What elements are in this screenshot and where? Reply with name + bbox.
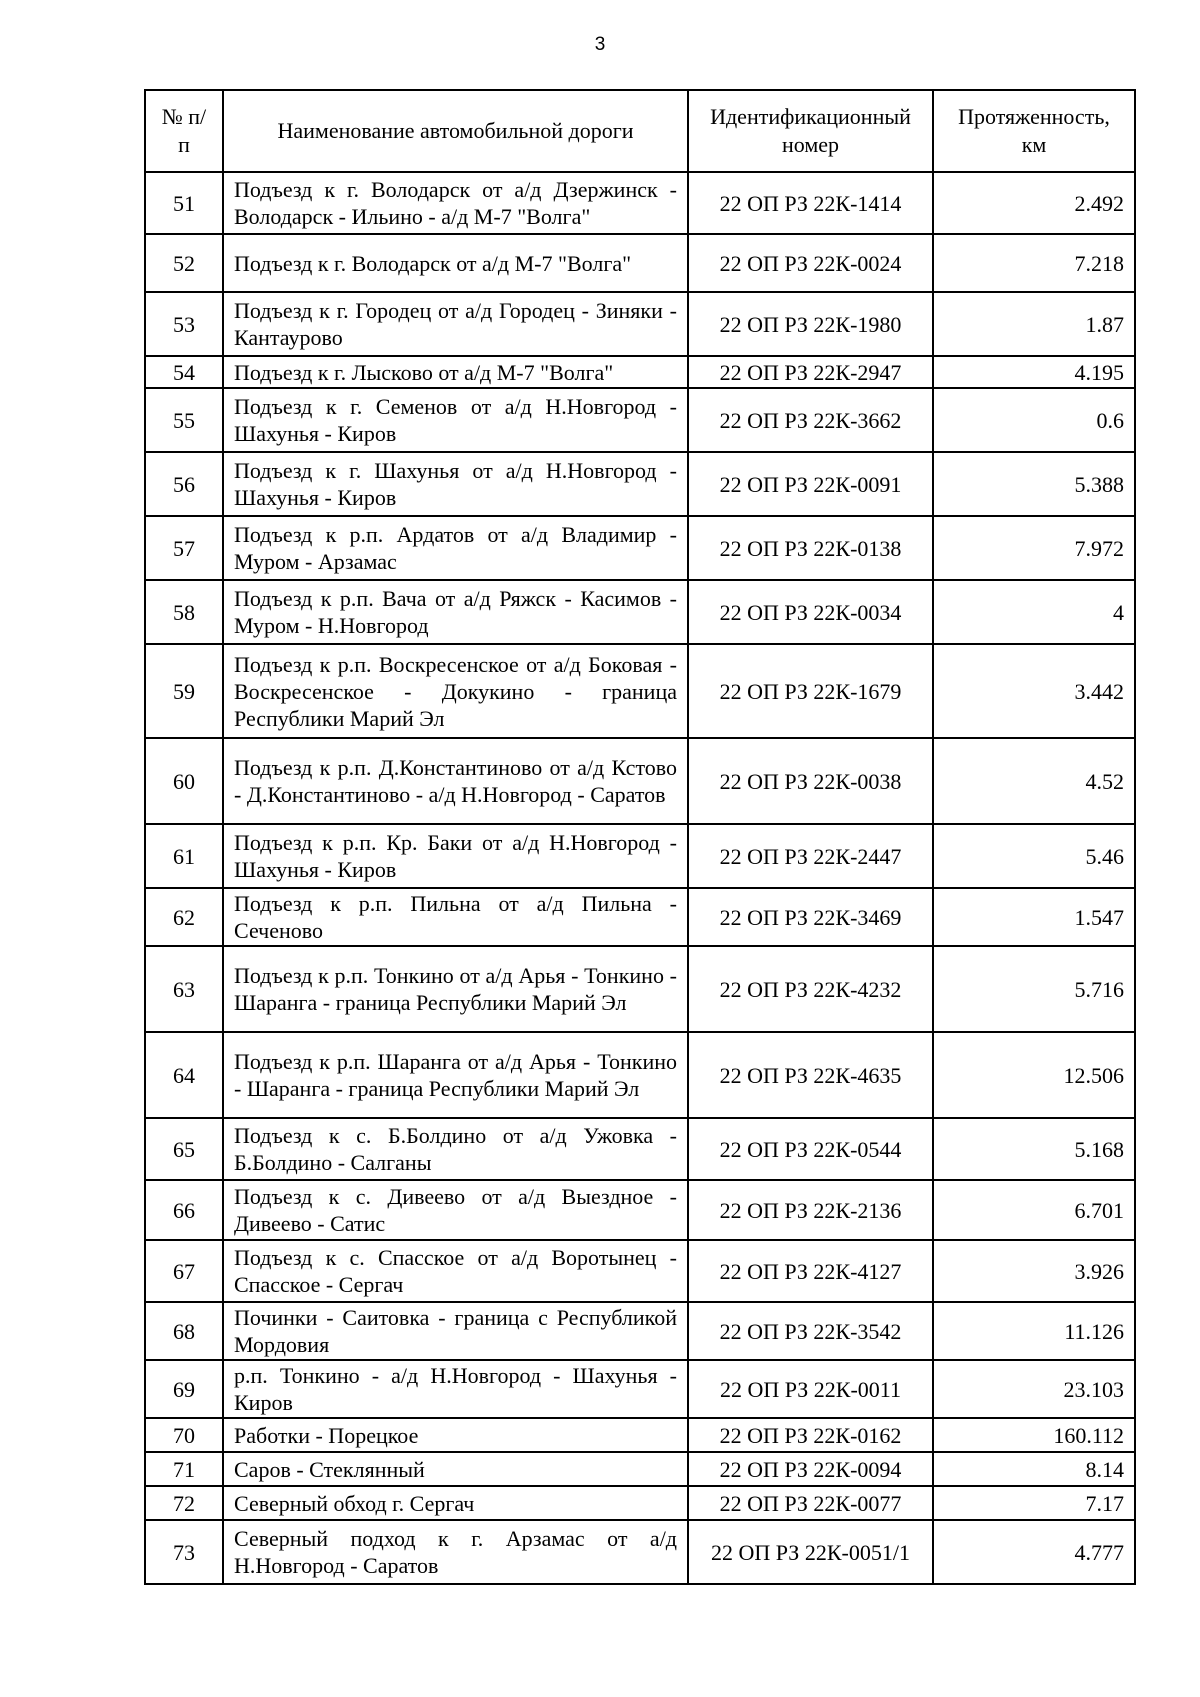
road-length: 4.52 bbox=[933, 738, 1135, 824]
road-id: 22 ОП РЗ 22К-4232 bbox=[688, 946, 933, 1032]
table-row bbox=[145, 1240, 1135, 1302]
row-number: 66 bbox=[145, 1180, 223, 1240]
header-road-name: Наименование автомобильной дороги bbox=[223, 90, 688, 172]
road-length: 7.972 bbox=[933, 516, 1135, 580]
row-number: 63 bbox=[145, 946, 223, 1032]
road-id: 22 ОП РЗ 22К-0091 bbox=[688, 452, 933, 516]
road-length: 7.218 bbox=[933, 234, 1135, 292]
road-id: 22 ОП РЗ 22К-0077 bbox=[688, 1486, 933, 1520]
road-length: 4.777 bbox=[933, 1520, 1135, 1584]
table-row bbox=[145, 1360, 1135, 1418]
road-length: 0.6 bbox=[933, 388, 1135, 452]
row-number: 69 bbox=[145, 1360, 223, 1418]
road-name: Починки - Саитовка - граница с Республикой Мордовия bbox=[223, 1302, 688, 1360]
table-row bbox=[145, 1118, 1135, 1180]
road-name: Подъезд к г. Шахунья от а/д Н.Новгород - Шахунья - Киров bbox=[223, 452, 688, 516]
road-name: Подъезд к с. Б.Болдино от а/д Ужовка - Б.Болдино - Салганы bbox=[223, 1118, 688, 1180]
road-length: 7.17 bbox=[933, 1486, 1135, 1520]
road-length: 1.547 bbox=[933, 888, 1135, 946]
table-row bbox=[145, 1418, 1135, 1452]
row-number: 73 bbox=[145, 1520, 223, 1584]
table-row bbox=[145, 644, 1135, 738]
table-row bbox=[145, 1032, 1135, 1118]
road-name: Подъезд к с. Спасское от а/д Воротынец - Спасское - Сергач bbox=[223, 1240, 688, 1302]
road-name: Подъезд к р.п. Пильна от а/д Пильна - Сеченово bbox=[223, 888, 688, 946]
row-number: 67 bbox=[145, 1240, 223, 1302]
row-number: 72 bbox=[145, 1486, 223, 1520]
road-length: 5.168 bbox=[933, 1118, 1135, 1180]
table-row bbox=[145, 946, 1135, 1032]
table-row bbox=[145, 172, 1135, 234]
table-row bbox=[145, 292, 1135, 356]
road-id: 22 ОП РЗ 22К-4635 bbox=[688, 1032, 933, 1118]
road-id: 22 ОП РЗ 22К-0162 bbox=[688, 1418, 933, 1452]
road-id: 22 ОП РЗ 22К-0034 bbox=[688, 580, 933, 644]
row-number: 71 bbox=[145, 1452, 223, 1486]
table-row bbox=[145, 580, 1135, 644]
road-length: 1.87 bbox=[933, 292, 1135, 356]
road-id: 22 ОП РЗ 22К-0024 bbox=[688, 234, 933, 292]
road-length: 8.14 bbox=[933, 1452, 1135, 1486]
road-name: р.п. Тонкино - а/д Н.Новгород - Шахунья - Киров bbox=[223, 1360, 688, 1418]
road-length: 23.103 bbox=[933, 1360, 1135, 1418]
road-id: 22 ОП РЗ 22К-0094 bbox=[688, 1452, 933, 1486]
row-number: 61 bbox=[145, 824, 223, 888]
road-length: 160.112 bbox=[933, 1418, 1135, 1452]
road-length: 6.701 bbox=[933, 1180, 1135, 1240]
page-number: 3 bbox=[594, 34, 606, 55]
road-length: 5.46 bbox=[933, 824, 1135, 888]
row-number: 52 bbox=[145, 234, 223, 292]
road-name: Подъезд к с. Дивеево от а/д Выездное - Дивеево - Сатис bbox=[223, 1180, 688, 1240]
road-id: 22 ОП РЗ 22К-3542 bbox=[688, 1302, 933, 1360]
road-length: 5.716 bbox=[933, 946, 1135, 1032]
road-name: Северный подход к г. Арзамас от а/д Н.Новгород - Саратов bbox=[223, 1520, 688, 1584]
road-name: Подъезд к р.п. Д.Константиново от а/д Кстово - Д.Константиново - а/д Н.Новгород - Саратов bbox=[223, 738, 688, 824]
road-id: 22 ОП РЗ 22К-1980 bbox=[688, 292, 933, 356]
road-id: 22 ОП РЗ 22К-3469 bbox=[688, 888, 933, 946]
header-number: № п/п bbox=[145, 90, 223, 172]
table-row bbox=[145, 824, 1135, 888]
road-id: 22 ОП РЗ 22К-3662 bbox=[688, 388, 933, 452]
road-id: 22 ОП РЗ 22К-0138 bbox=[688, 516, 933, 580]
road-name: Подъезд к р.п. Воскресенское от а/д Боковая - Воскресенское - Докукино - граница Республики Марий Эл bbox=[223, 644, 688, 738]
row-number: 59 bbox=[145, 644, 223, 738]
road-id: 22 ОП РЗ 22К-0011 bbox=[688, 1360, 933, 1418]
road-name: Подъезд к г. Володарск от а/д Дзержинск - Володарск - Ильино - а/д М-7 "Волга" bbox=[223, 172, 688, 234]
table-row bbox=[145, 388, 1135, 452]
road-id: 22 ОП РЗ 22К-4127 bbox=[688, 1240, 933, 1302]
row-number: 70 bbox=[145, 1418, 223, 1452]
road-name: Подъезд к р.п. Кр. Баки от а/д Н.Новгород - Шахунья - Киров bbox=[223, 824, 688, 888]
row-number: 55 bbox=[145, 388, 223, 452]
row-number: 53 bbox=[145, 292, 223, 356]
road-length: 11.126 bbox=[933, 1302, 1135, 1360]
table-row bbox=[145, 1302, 1135, 1360]
table-row bbox=[145, 738, 1135, 824]
road-length: 4.195 bbox=[933, 356, 1135, 388]
road-name: Подъезд к р.п. Тонкино от а/д Арья - Тонкино - Шаранга - граница Республики Марий Эл bbox=[223, 946, 688, 1032]
road-length: 5.388 bbox=[933, 452, 1135, 516]
table-header-row bbox=[145, 90, 1135, 172]
table-row bbox=[145, 1452, 1135, 1486]
road-name: Подъезд к г. Семенов от а/д Н.Новгород - Шахунья - Киров bbox=[223, 388, 688, 452]
roads-table bbox=[144, 89, 1136, 1585]
road-id: 22 ОП РЗ 22К-2447 bbox=[688, 824, 933, 888]
road-length: 4 bbox=[933, 580, 1135, 644]
table-row bbox=[145, 356, 1135, 388]
header-identification-number: Идентификационный номер bbox=[688, 90, 933, 172]
row-number: 68 bbox=[145, 1302, 223, 1360]
row-number: 54 bbox=[145, 356, 223, 388]
road-id: 22 ОП РЗ 22К-0544 bbox=[688, 1118, 933, 1180]
row-number: 56 bbox=[145, 452, 223, 516]
row-number: 62 bbox=[145, 888, 223, 946]
road-id: 22 ОП РЗ 22К-0051/1 bbox=[688, 1520, 933, 1584]
road-name: Подъезд к г. Лысково от а/д М-7 "Волга" bbox=[223, 356, 688, 388]
road-name: Саров - Стеклянный bbox=[223, 1452, 688, 1486]
road-length: 3.442 bbox=[933, 644, 1135, 738]
table-row bbox=[145, 234, 1135, 292]
road-length: 3.926 bbox=[933, 1240, 1135, 1302]
road-name: Подъезд к р.п. Вача от а/д Ряжск - Касимов - Муром - Н.Новгород bbox=[223, 580, 688, 644]
table-row bbox=[145, 1180, 1135, 1240]
row-number: 65 bbox=[145, 1118, 223, 1180]
road-name: Работки - Порецкое bbox=[223, 1418, 688, 1452]
road-name: Подъезд к г. Володарск от а/д М-7 "Волга" bbox=[223, 234, 688, 292]
road-length: 2.492 bbox=[933, 172, 1135, 234]
road-id: 22 ОП РЗ 22К-1414 bbox=[688, 172, 933, 234]
table-row bbox=[145, 452, 1135, 516]
table-row bbox=[145, 516, 1135, 580]
road-id: 22 ОП РЗ 22К-2947 bbox=[688, 356, 933, 388]
road-id: 22 ОП РЗ 22К-1679 bbox=[688, 644, 933, 738]
road-id: 22 ОП РЗ 22К-2136 bbox=[688, 1180, 933, 1240]
header-length: Протяженность, км bbox=[933, 90, 1135, 172]
road-name: Подъезд к г. Городец от а/д Городец - Зиняки - Кантаурово bbox=[223, 292, 688, 356]
road-name: Северный обход г. Сергач bbox=[223, 1486, 688, 1520]
row-number: 60 bbox=[145, 738, 223, 824]
road-name: Подъезд к р.п. Ардатов от а/д Владимир - Муром - Арзамас bbox=[223, 516, 688, 580]
table-row bbox=[145, 1486, 1135, 1520]
row-number: 51 bbox=[145, 172, 223, 234]
road-name: Подъезд к р.п. Шаранга от а/д Арья - Тонкино - Шаранга - граница Республики Марий Эл bbox=[223, 1032, 688, 1118]
row-number: 57 bbox=[145, 516, 223, 580]
row-number: 64 bbox=[145, 1032, 223, 1118]
table-row bbox=[145, 1520, 1135, 1584]
road-id: 22 ОП РЗ 22К-0038 bbox=[688, 738, 933, 824]
road-length: 12.506 bbox=[933, 1032, 1135, 1118]
row-number: 58 bbox=[145, 580, 223, 644]
table-row bbox=[145, 888, 1135, 946]
